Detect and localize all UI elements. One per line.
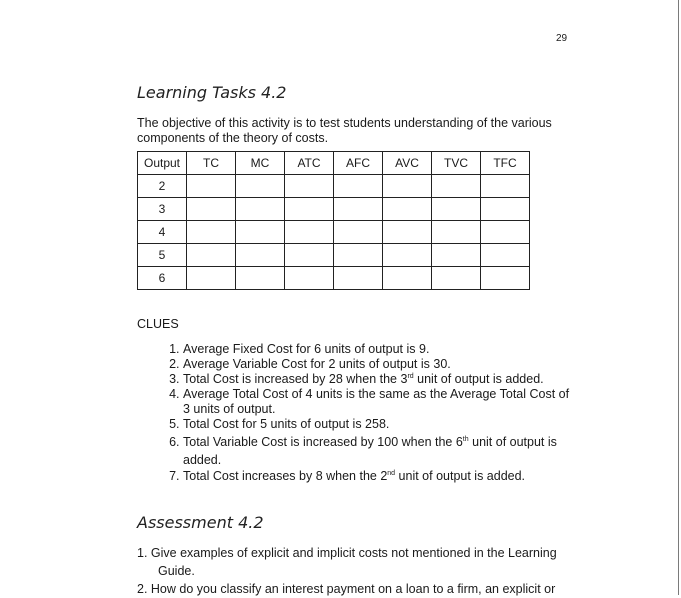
ordinal-suffix: nd xyxy=(387,470,396,477)
blank-answer-cell xyxy=(236,221,285,244)
blank-answer-cell xyxy=(334,198,383,221)
col-header-tfc: TFC xyxy=(481,152,530,175)
table-row xyxy=(138,175,530,198)
output-cell: 6 xyxy=(138,267,187,290)
clue-text: Total Cost increases by 8 when the 2 xyxy=(183,469,388,483)
blank-answer-cell xyxy=(383,267,432,290)
blank-answer-cell xyxy=(285,198,334,221)
ordinal-suffix: rd xyxy=(407,373,414,380)
blank-answer-cell xyxy=(236,244,285,267)
blank-answer-cell xyxy=(187,198,236,221)
blank-answer-cell xyxy=(334,175,383,198)
blank-answer-cell xyxy=(285,175,334,198)
blank-answer-cell xyxy=(236,175,285,198)
blank-answer-cell xyxy=(481,221,530,244)
blank-answer-cell xyxy=(383,198,432,221)
assessment-item: 2. How do you classify an interest payment on a loan to a firm, an explicit or xyxy=(137,582,556,596)
blank-answer-cell xyxy=(187,175,236,198)
assessment-list xyxy=(137,544,577,598)
blank-answer-cell xyxy=(334,221,383,244)
assessment-item: 1. Give examples of explicit and implicit costs not mentioned in the Learning Guide. xyxy=(137,546,557,578)
output-cell: 5 xyxy=(138,244,187,267)
blank-answer-cell xyxy=(334,244,383,267)
table-row xyxy=(138,267,530,290)
clue-item xyxy=(183,372,575,387)
blank-answer-cell xyxy=(383,244,432,267)
clues-title: CLUES xyxy=(137,317,179,331)
blank-answer-cell xyxy=(383,175,432,198)
blank-answer-cell xyxy=(432,244,481,267)
clue-item: 4. Average Total Cost of 4 units is the same as the Average Total Cost of 3 units of output. xyxy=(183,387,575,417)
blank-answer-cell xyxy=(432,221,481,244)
blank-answer-cell xyxy=(432,267,481,290)
learning-tasks-intro: The objective of this activity is to test students understanding of the various components of the theory of costs. xyxy=(137,116,552,145)
blank-answer-cell xyxy=(481,267,530,290)
clue-item: 2. Average Variable Cost for 2 units of output is 30. xyxy=(183,357,575,372)
cost-table-header-row xyxy=(138,152,530,175)
clue-text: unit of output is added. xyxy=(183,435,557,467)
clue-text: Total Variable Cost is increased by 100 when the 6 xyxy=(183,435,463,449)
output-cell: 2 xyxy=(138,175,187,198)
blank-answer-cell xyxy=(432,198,481,221)
blank-answer-cell xyxy=(285,221,334,244)
output-cell: 4 xyxy=(138,221,187,244)
clue-text: unit of output is added. xyxy=(413,372,544,386)
col-header-avc: AVC xyxy=(383,152,432,175)
clue-text: unit of output is added. xyxy=(395,469,526,483)
clue-item xyxy=(183,469,575,484)
col-header-output: Output xyxy=(138,152,187,175)
blank-answer-cell xyxy=(187,244,236,267)
blank-answer-cell xyxy=(285,244,334,267)
blank-answer-cell xyxy=(481,175,530,198)
clue-item: 1. Average Fixed Cost for 6 units of output is 9. xyxy=(183,342,575,357)
blank-answer-cell xyxy=(187,267,236,290)
col-header-tc: TC xyxy=(187,152,236,175)
col-header-afc: AFC xyxy=(334,152,383,175)
blank-answer-cell xyxy=(285,267,334,290)
clue-item: 5. Total Cost for 5 units of output is 258. xyxy=(183,417,575,432)
ordinal-suffix: th xyxy=(462,436,469,443)
table-row xyxy=(138,221,530,244)
output-cell: 3 xyxy=(138,198,187,221)
blank-answer-cell xyxy=(432,175,481,198)
blank-answer-cell xyxy=(334,267,383,290)
table-row xyxy=(138,198,530,221)
col-header-mc: MC xyxy=(236,152,285,175)
blank-answer-cell xyxy=(481,198,530,221)
page-number: 29 xyxy=(556,33,568,44)
blank-answer-cell xyxy=(187,221,236,244)
blank-answer-cell xyxy=(236,198,285,221)
blank-answer-cell xyxy=(383,221,432,244)
clue-item xyxy=(183,433,575,469)
assessment-heading: Assessment 4.2 xyxy=(137,513,264,532)
col-header-tvc: TVC xyxy=(432,152,481,175)
blank-answer-cell xyxy=(481,244,530,267)
blank-answer-cell xyxy=(236,267,285,290)
table-row xyxy=(138,244,530,267)
learning-tasks-heading: Learning Tasks 4.2 xyxy=(137,83,287,102)
clues-list xyxy=(163,342,575,484)
cost-table xyxy=(137,151,530,290)
page-edge xyxy=(678,0,679,595)
col-header-atc: ATC xyxy=(285,152,334,175)
clue-text: Total Cost is increased by 28 when the 3 xyxy=(183,372,408,386)
